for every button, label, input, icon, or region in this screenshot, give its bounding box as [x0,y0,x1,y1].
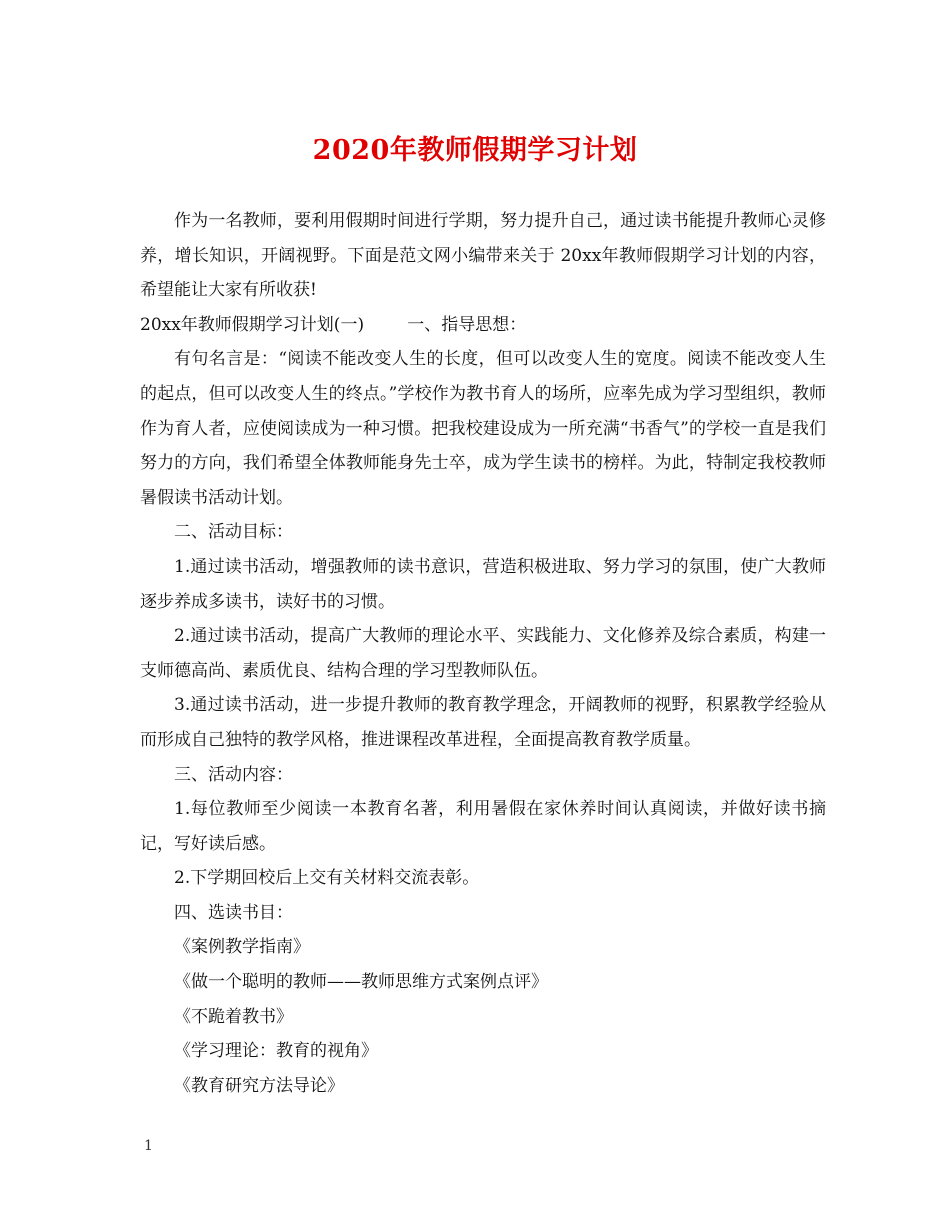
section-heading-content: 三、活动内容： [174,764,293,785]
book-item: 《做一个聪明的教师——教师思维方式案例点评》 [174,972,548,993]
content-item-1: 1.每位教师至少阅读一本教育名著，利用暑假在家休养时间认真阅读，并做好读书摘记，写好读后感。 [140,799,826,854]
document-title: 2020年教师假期学习计划 [312,135,638,166]
document-body [140,204,826,1103]
subheading-line: 20xx年教师假期学习计划(一) 一、指导思想： [140,314,527,335]
content-item-2: 2.下学期回校后上交有关材料交流表彰。 [174,868,480,889]
book-item: 《教育研究方法导论》 [174,1075,344,1096]
goal-item-3: 3.通过读书活动，进一步提升教师的教育教学理念，开阔教师的视野，积累教学经验从而形成自己独特的教学风格，推进课程改革进程，全面提高教育教学质量。 [140,695,826,750]
guiding-thought-paragraph: 有句名言是：“阅读不能改变人生的长度，但可以改变人生的宽度。阅读不能改变人生的起点，但可以改变人生的终点。”学校作为教书育人的场所，应率先成为学习型组织，教师作为育人者，应使阅读成为一种习惯。把我校建设成为一所充满“书香气”的学校一直是我们努力的方向，我们希望全体教师能身先士卒，成为学生读书的榜样。为此，特制定我校教师暑假读书活动计划。 [140,349,826,508]
book-item: 《不跪着教书》 [174,1006,293,1027]
book-item: 《案例教学指南》 [174,937,310,958]
intro-paragraph: 作为一名教师，要利用假期时间进行学期，努力提升自己，通过读书能提升教师心灵修养，增长知识，开阔视野。下面是范文网小编带来关于 20xx年教师假期学习计划的内容，希望能让大家有所收获! [140,211,826,301]
section-heading-books: 四、选读书目： [174,902,293,923]
page-number: 1 [144,1138,153,1154]
goal-item-2: 2.通过读书活动，提高广大教师的理论水平、实践能力、文化修养及综合素质，构建一支师德高尚、素质优良、结构合理的学习型教师队伍。 [140,626,826,681]
goal-item-1: 1.通过读书活动，增强教师的读书意识，营造积极进取、努力学习的氛围，使广大教师逐步养成多读书，读好书的习惯。 [140,556,826,612]
book-item: 《学习理论：教育的视角》 [174,1041,378,1062]
section-heading-goals: 二、活动目标： [174,522,293,543]
